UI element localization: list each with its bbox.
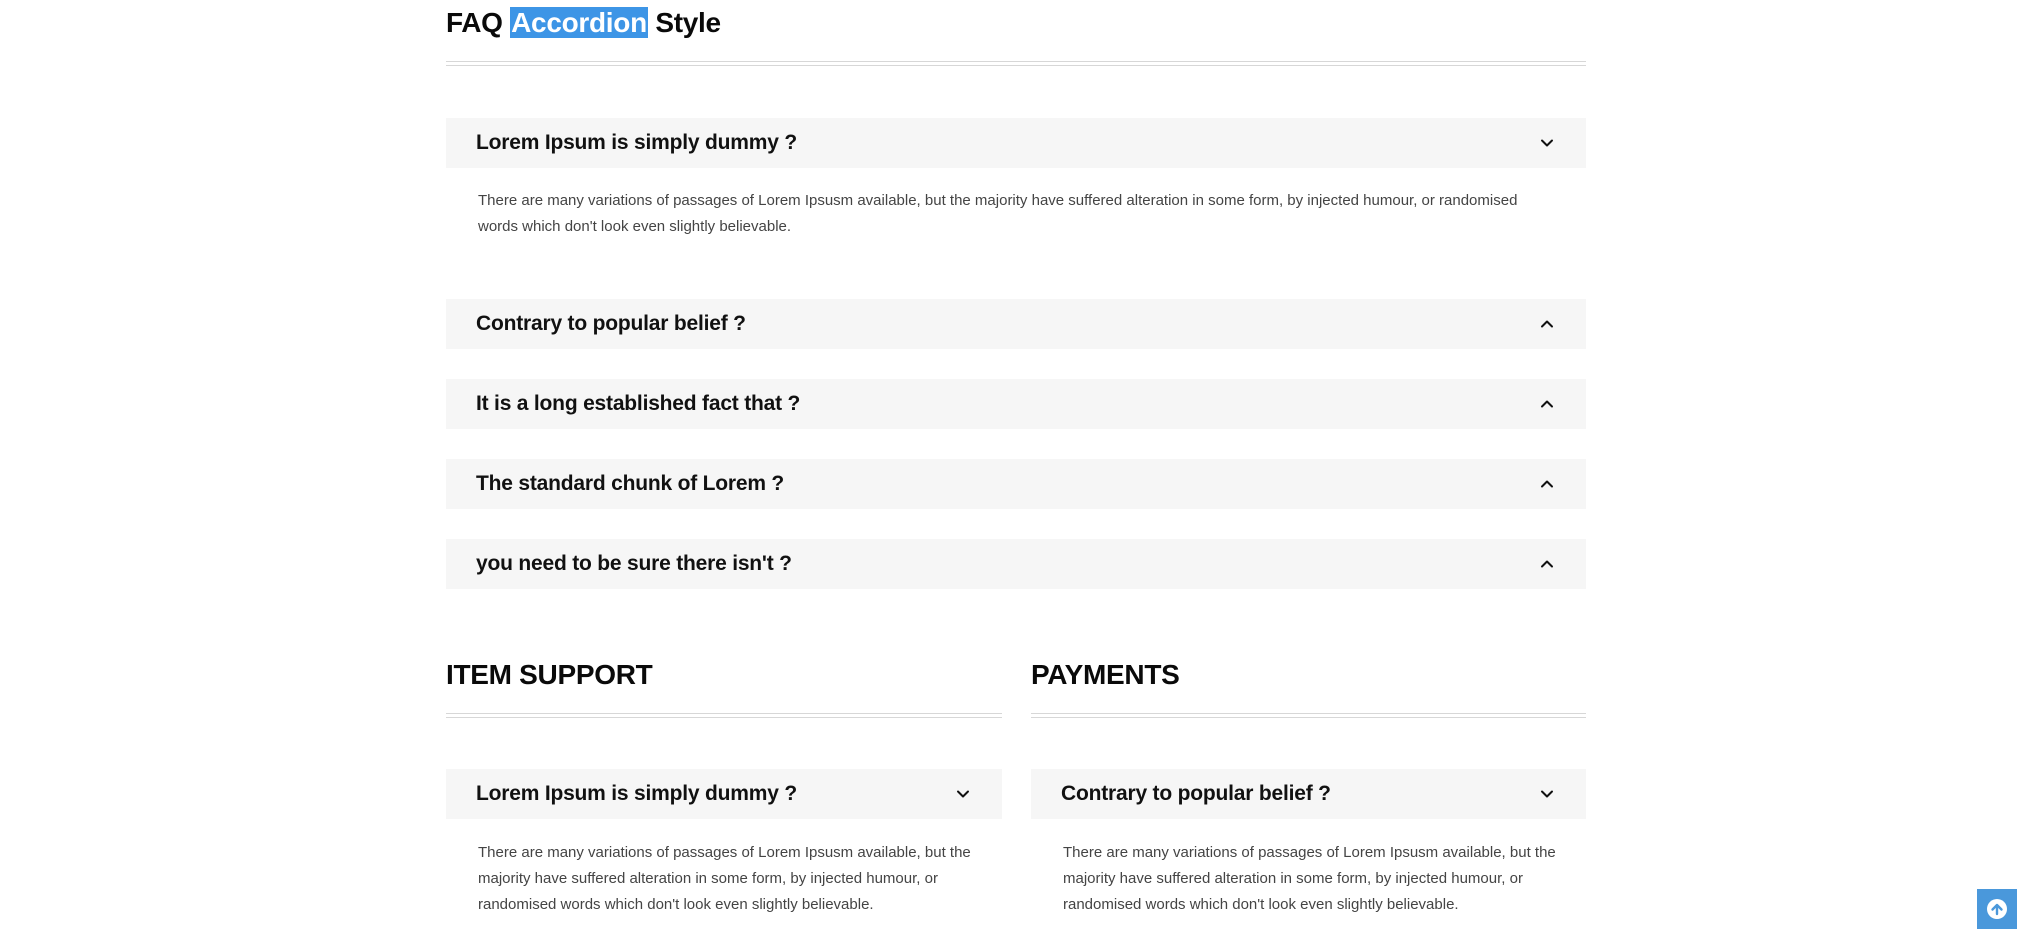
chevron-up-icon[interactable] — [1538, 395, 1556, 413]
title-prefix: FAQ — [446, 7, 511, 38]
arrow-up-circle-icon — [1985, 897, 2009, 921]
page-title — [446, 6, 721, 40]
chevron-up-icon[interactable] — [1538, 475, 1556, 493]
chevron-down-icon[interactable] — [954, 785, 972, 803]
accordion-question: Contrary to popular belief ? — [1061, 782, 1331, 805]
accordion-answer: There are many variations of passages of Lorem Ipsusm available, but the majority have suffered alteration in some form, by injected humour, or randomised words which don't look even slightly believable. — [1063, 844, 1556, 913]
accordion-question: It is a long established fact that ? — [476, 392, 801, 415]
chevron-down-icon[interactable] — [1538, 134, 1556, 152]
payments-title: PAYMENTS — [1031, 659, 1180, 690]
payments-divider — [1031, 713, 1586, 718]
accordion-question: you need to be sure there isn't ? — [476, 552, 792, 575]
accordion-header[interactable] — [446, 379, 1586, 429]
accordion-answer: There are many variations of passages of Lorem Ipsusm available, but the majority have suffered alteration in some form, by injected humour, or randomised words which don't look even slightly believable. — [478, 192, 1518, 235]
chevron-up-icon[interactable] — [1538, 555, 1556, 573]
title-divider — [446, 61, 1586, 66]
item-support-divider — [446, 713, 1002, 718]
chevron-down-icon[interactable] — [1538, 785, 1556, 803]
accordion-header[interactable] — [446, 459, 1586, 509]
accordion-header[interactable] — [446, 769, 1002, 819]
accordion-question: Lorem Ipsum is simply dummy ? — [476, 131, 797, 154]
accordion-header[interactable] — [1031, 769, 1586, 819]
accordion-answer: There are many variations of passages of Lorem Ipsusm available, but the majority have suffered alteration in some form, by injected humour, or randomised words which don't look even slightly believable. — [478, 844, 971, 913]
title-highlight: Accordion — [511, 7, 647, 38]
accordion-question: The standard chunk of Lorem ? — [476, 472, 785, 495]
title-suffix: Style — [647, 7, 721, 38]
back-to-top-button[interactable] — [1977, 889, 2017, 929]
item-support-title: ITEM SUPPORT — [446, 659, 653, 690]
accordion-question: Lorem Ipsum is simply dummy ? — [476, 782, 797, 805]
accordion-question: Contrary to popular belief ? — [476, 312, 746, 335]
accordion-header[interactable] — [446, 118, 1586, 168]
accordion-header[interactable] — [446, 299, 1586, 349]
chevron-up-icon[interactable] — [1538, 315, 1556, 333]
accordion-header[interactable] — [446, 539, 1586, 589]
